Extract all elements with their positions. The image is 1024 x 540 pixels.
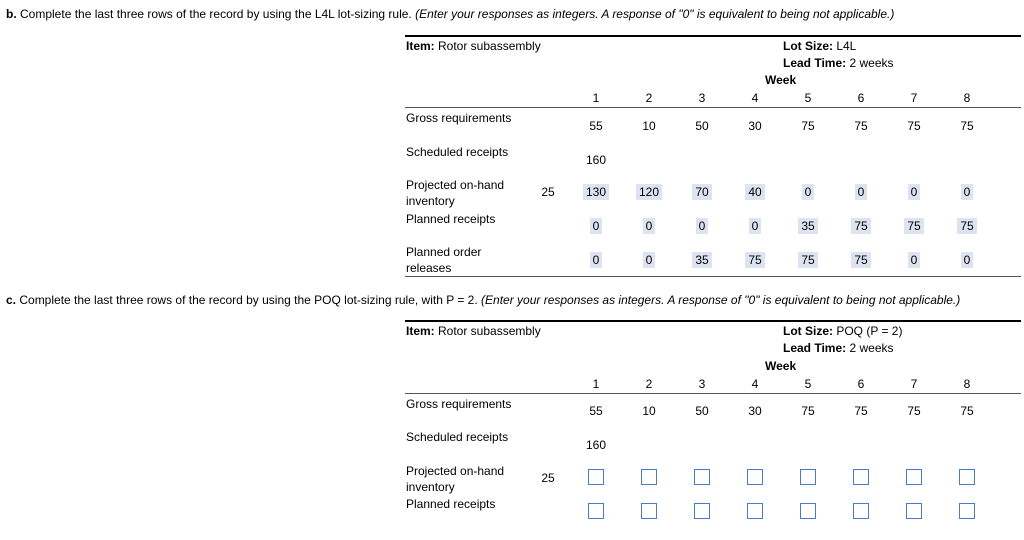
gross-req-week-3: 50 [695,404,709,418]
planned-release-week-2[interactable]: 0 [643,252,656,268]
gross-req-week-8: 75 [960,119,974,133]
gross-req-week-1: 55 [589,404,603,418]
planned-receipt-week-8-input[interactable] [959,503,975,519]
week-label: Week [765,73,797,87]
gross-req-week-2: 10 [642,119,656,133]
planned-receipt-week-2[interactable]: 0 [643,218,656,234]
planned-release-week-3[interactable]: 35 [692,252,711,268]
projected-inventory-week-2[interactable]: 120 [636,184,662,200]
projected-inventory-week-2-input[interactable] [641,469,657,485]
row-label-projected: Projected on-hand inventory [406,178,505,208]
part-c-prompt: c. Complete the last three rows of the record by using the POQ lot-sizing rule, with P = 2. (Enter your responses as integers. A response of "0" is equivalent to being not applicable.) [6,293,961,307]
week-number-6: 6 [857,91,865,105]
week-number-7: 7 [910,91,918,105]
gross-req-week-6: 75 [854,404,868,418]
row-label-planned-receipts: Planned receipts [406,212,496,226]
projected-inventory-week-1-input[interactable] [588,469,604,485]
planned-receipt-week-8[interactable]: 75 [957,218,976,234]
row-label-scheduled: Scheduled receipts [406,145,509,159]
planned-receipt-week-4-input[interactable] [747,503,763,519]
planned-receipt-week-1-input[interactable] [588,503,604,519]
projected-inventory-week-8[interactable]: 0 [961,184,974,200]
projected-inventory-week-6-input[interactable] [853,469,869,485]
lead-time-info: Lead Time: 2 weeks [783,56,894,70]
planned-release-week-7[interactable]: 0 [908,252,921,268]
planned-receipt-week-6-input[interactable] [853,503,869,519]
gross-req-week-5: 75 [801,404,815,418]
week-number-5: 5 [804,91,812,105]
week-number-7: 7 [910,377,918,391]
gross-req-week-6: 75 [854,119,868,133]
item-label: Item: Rotor subassembly [406,324,541,338]
projected-inventory-week-7[interactable]: 0 [908,184,921,200]
planned-receipt-week-3-input[interactable] [694,503,710,519]
week-number-8: 8 [963,91,971,105]
planned-receipt-week-7[interactable]: 75 [904,218,923,234]
week-number-3: 3 [698,377,706,391]
week-number-1: 1 [592,377,600,391]
gross-req-week-2: 10 [642,404,656,418]
row-label-planned-receipts: Planned receipts [406,497,496,511]
week-number-2: 2 [645,377,653,391]
gross-req-week-5: 75 [801,119,815,133]
projected-inventory-week-3[interactable]: 70 [692,184,711,200]
gross-req-week-4: 30 [748,404,762,418]
planned-receipt-week-2-input[interactable] [641,503,657,519]
projected-inventory-week-5-input[interactable] [800,469,816,485]
projected-inventory-week-8-input[interactable] [959,469,975,485]
scheduled-receipt-week-1: 160 [585,438,607,452]
gross-req-week-3: 50 [695,119,709,133]
planned-receipt-week-1[interactable]: 0 [590,218,603,234]
row-label-projected: Projected on-hand inventory [406,464,505,494]
lot-size-info: Lot Size: L4L [783,39,857,53]
gross-req-week-1: 55 [589,119,603,133]
week-number-6: 6 [857,377,865,391]
initial-inventory: 25 [541,185,555,199]
gross-req-week-8: 75 [960,404,974,418]
gross-req-week-7: 75 [907,404,921,418]
planned-release-week-1[interactable]: 0 [590,252,603,268]
row-label-gross: Gross requirements [406,111,512,125]
lead-time-info: Lead Time: 2 weeks [783,341,894,355]
week-number-1: 1 [592,91,600,105]
row-label-gross: Gross requirements [406,397,512,411]
projected-inventory-week-3-input[interactable] [694,469,710,485]
week-number-3: 3 [698,91,706,105]
week-number-5: 5 [804,377,812,391]
gross-req-week-4: 30 [748,119,762,133]
week-number-4: 4 [751,377,759,391]
item-label: Item: Rotor subassembly [406,39,541,53]
planned-release-week-5[interactable]: 75 [798,252,817,268]
planned-receipt-week-6[interactable]: 75 [851,218,870,234]
projected-inventory-week-5[interactable]: 0 [802,184,815,200]
week-number-4: 4 [751,91,759,105]
projected-inventory-week-4[interactable]: 40 [745,184,764,200]
week-number-8: 8 [963,377,971,391]
planned-receipt-week-5-input[interactable] [800,503,816,519]
row-label-scheduled: Scheduled receipts [406,430,509,444]
planned-release-week-6[interactable]: 75 [851,252,870,268]
planned-release-week-4[interactable]: 75 [745,252,764,268]
projected-inventory-week-4-input[interactable] [747,469,763,485]
gross-req-week-7: 75 [907,119,921,133]
initial-inventory: 25 [541,471,555,485]
projected-inventory-week-7-input[interactable] [906,469,922,485]
planned-receipt-week-4[interactable]: 0 [749,218,762,234]
week-label: Week [765,359,797,373]
lot-size-info: Lot Size: POQ (P = 2) [783,324,903,338]
part-b-prompt: b. Complete the last three rows of the record by using the L4L lot-sizing rule. (Enter your responses as integers. A response of "0" is equivalent to being not applicable.) [6,7,895,21]
row-label-planned-releases: Planned order releases [406,245,482,275]
projected-inventory-week-1[interactable]: 130 [583,184,609,200]
planned-receipt-week-5[interactable]: 35 [798,218,817,234]
planned-receipt-week-3[interactable]: 0 [696,218,709,234]
planned-release-week-8[interactable]: 0 [961,252,974,268]
week-number-2: 2 [645,91,653,105]
planned-receipt-week-7-input[interactable] [906,503,922,519]
scheduled-receipt-week-1: 160 [585,153,607,167]
projected-inventory-week-6[interactable]: 0 [855,184,868,200]
